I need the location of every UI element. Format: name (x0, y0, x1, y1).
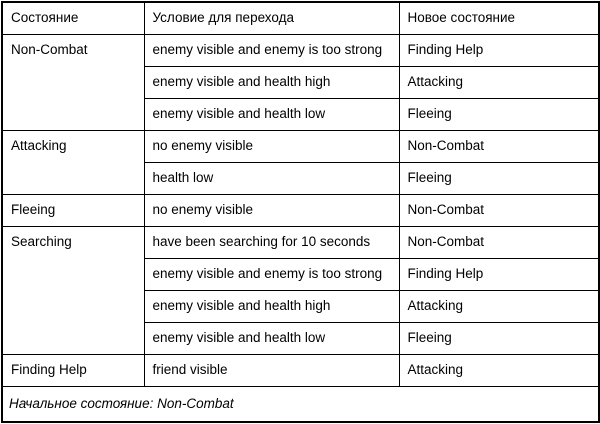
header-row (2, 2, 599, 35)
footer-row (2, 387, 599, 423)
next-state-cell: Attacking (399, 291, 599, 323)
next-state-cell: Finding Help (399, 35, 599, 67)
next-state-cell: Finding Help (399, 259, 599, 291)
condition-cell: have been searching for 10 seconds (144, 227, 399, 259)
condition-cell: enemy visible and enemy is too strong (144, 35, 399, 67)
table-row (2, 35, 599, 67)
table-row (2, 195, 599, 227)
table-row (2, 227, 599, 259)
condition-cell: health low (144, 163, 399, 195)
condition-cell: friend visible (144, 355, 399, 387)
next-state-cell: Non-Combat (399, 195, 599, 227)
state-cell: Non-Combat (2, 35, 144, 131)
header-cell-state: Состояние (2, 2, 144, 35)
header-cell-next-state: Новое состояние (399, 2, 599, 35)
next-state-cell: Fleeing (399, 99, 599, 131)
condition-cell: enemy visible and health low (144, 323, 399, 355)
next-state-cell: Attacking (399, 67, 599, 99)
condition-cell: enemy visible and health high (144, 291, 399, 323)
table-row (2, 355, 599, 387)
state-cell: Fleeing (2, 195, 144, 227)
condition-cell: enemy visible and enemy is too strong (144, 259, 399, 291)
table-header (2, 2, 599, 35)
state-cell: Attacking (2, 131, 144, 195)
next-state-cell: Attacking (399, 355, 599, 387)
header-cell-condition: Условие для перехода (144, 2, 399, 35)
state-cell: Finding Help (2, 355, 144, 387)
condition-cell: no enemy visible (144, 195, 399, 227)
state-cell: Searching (2, 227, 144, 355)
condition-cell: enemy visible and health high (144, 67, 399, 99)
condition-cell: no enemy visible (144, 131, 399, 163)
state-transition-table (1, 1, 600, 423)
next-state-cell: Fleeing (399, 323, 599, 355)
next-state-cell: Fleeing (399, 163, 599, 195)
next-state-cell: Non-Combat (399, 227, 599, 259)
initial-state-note: Начальное состояние: Non-Combat (2, 387, 599, 423)
table-footer (2, 387, 599, 423)
next-state-cell: Non-Combat (399, 131, 599, 163)
table-row (2, 131, 599, 163)
condition-cell: enemy visible and health low (144, 99, 399, 131)
state-table-body (2, 35, 599, 387)
